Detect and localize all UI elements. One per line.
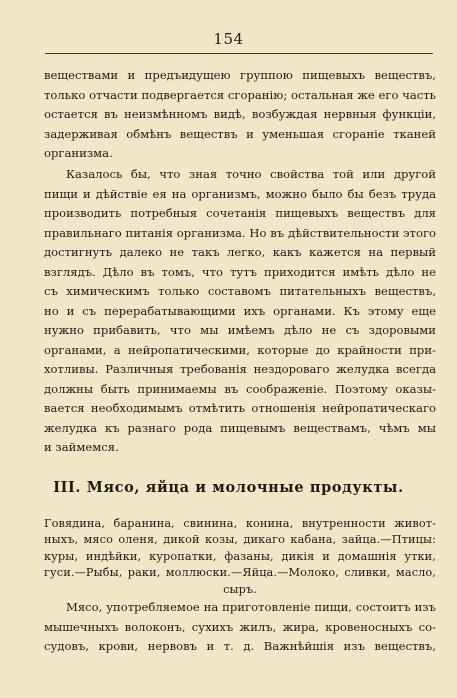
text-line: достигнуть далеко не такъ легко, какъ кажется на первый bbox=[44, 245, 436, 259]
section-summary bbox=[44, 516, 436, 598]
paragraph-meat bbox=[44, 598, 436, 657]
text-line: только отчасти подвергается сгоранію; остальная же его часть bbox=[44, 87, 436, 102]
text-line: пищи и дѣйствіе ея на организмъ, можно было бы безъ труда bbox=[44, 186, 436, 201]
section-heading: III. Мясо, яйца и молочные продукты. bbox=[53, 479, 404, 496]
text-line: Мясо, употребляемое на приготовленіе пищи, состоитъ изъ bbox=[66, 600, 436, 614]
text-line: мышечныхъ волоконъ, сухихъ жилъ, жира, кровеносныхъ со- bbox=[44, 619, 436, 634]
summary-line: сыръ. bbox=[223, 582, 257, 596]
summary-line: куры, индѣйки, куропатки, фазаны, дикія и домашнія утки, bbox=[44, 549, 436, 563]
paragraph-continuation bbox=[44, 66, 436, 164]
text-line: нужно прибавить, что мы имѣемъ дѣло не съ здоровыми bbox=[44, 323, 436, 337]
summary-line: гуси.—Рыбы, раки, моллюски.—Яйца.—Молоко, сливки, масло, bbox=[44, 566, 436, 580]
text-line: органами, а нейропатическими, которые до крайности при- bbox=[44, 342, 436, 357]
text-line: но и съ перерабатывающими ихъ органами. Къ этому еще bbox=[44, 303, 436, 318]
text-line: остается въ неизмѣнномъ видѣ, возбуждая нервныя функціи, bbox=[44, 107, 436, 121]
text-line: веществами и предъидущею группою пищевыхъ веществъ, bbox=[44, 68, 436, 82]
text-line: взглядъ. Дѣло въ томъ, что тутъ приходится имѣть дѣло не bbox=[44, 264, 436, 279]
text-line: съ химическимъ только составомъ питательныхъ веществъ, bbox=[44, 284, 436, 298]
text-line: судовъ, крови, нервовъ и т. д. Важнѣйшія изъ веществъ, bbox=[44, 639, 436, 653]
summary-line: Говядина, баранина, свинина, конина, внутренности живот- bbox=[44, 517, 436, 530]
text-line: вается необходимымъ отмѣтить отношенія нейропатическаго bbox=[44, 401, 436, 415]
page-number: 154 bbox=[213, 30, 244, 48]
text-line: желудка къ разнаго рода пищевымъ веществамъ, чѣмъ мы bbox=[44, 420, 436, 435]
text-line: и займемся. bbox=[44, 440, 119, 454]
text-line: задерживая обмѣнъ веществъ и уменьшая сгораніе тканей bbox=[44, 126, 436, 141]
header-rule bbox=[45, 53, 433, 54]
text-line: организма. bbox=[44, 146, 113, 160]
text-line: Казалось бы, что зная точно свойства той или другой bbox=[66, 167, 436, 181]
text-line: должны быть принимаемы въ соображеніе. Поэтому оказы- bbox=[44, 381, 436, 396]
text-line: хотливы. Различныя требованія нездороваго желудка всегда bbox=[44, 362, 436, 376]
paragraph-neuropathic-stomach bbox=[44, 165, 436, 458]
summary-line: ныхъ, мясо оленя, дикой козы, дикаго кабана, зайца.—Птицы: bbox=[44, 533, 436, 547]
text-line: правильнаго питанія организма. Но въ дѣйствительности этого bbox=[44, 225, 436, 240]
text-line: производить потребныя сочетанія пищевыхъ веществъ для bbox=[44, 206, 436, 220]
